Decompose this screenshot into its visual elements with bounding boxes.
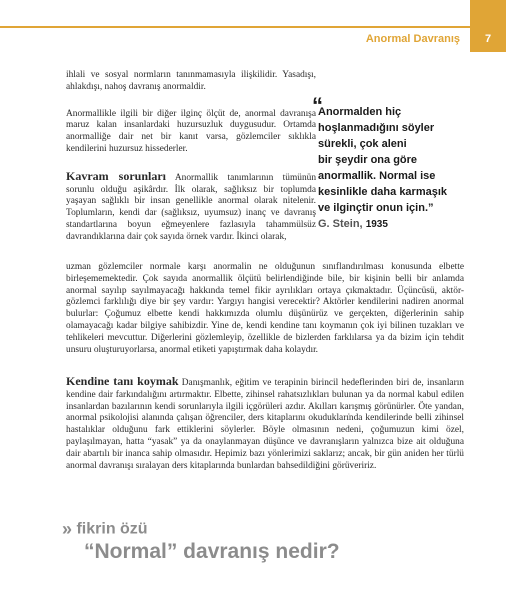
kavram-lead-text: Anormallik tanımlarının tümünün sorunlu olduğu aşikârdır. İlk olarak, sağlıksız bir toplumda yaşayan sağlıklı bir insan genellikle anormal olarak nitelenir. Toplumların, kendi dar (sağlıksız, uyumsuz) inanç ve davranış standartlarına boyun eğmeyenlere fazlasıyla tahammülsüz davrandıklarına dair çok sayıda örnek vardır. İkinci olarak, (66, 172, 317, 242)
intro-paragraph: ihlali ve sosyal normların tanınmamasıyla ilişkilidir. Yasadışı, ahlakdışı, nahoş davranış anormaldir. (66, 70, 316, 92)
close-quote-mark: ” (428, 202, 434, 214)
quote-author: G. Stein, (318, 218, 363, 230)
essence-label-row (62, 519, 148, 540)
kavram-heading: Kavram sorunları (66, 168, 167, 183)
quote-line: ve ilginçtir onun için. (318, 202, 429, 214)
tani-heading: Kendine tanı koymak (66, 374, 179, 388)
quote-line-last (318, 200, 468, 216)
intro-paragraph-2: Anormallikle ilgili bir diğer ilginç ölçüt de, anormal davranışa maruz kalan insanlardaki huzursuzluk duygusudur. Ortamda anormalliğe dair net bir kanıt varsa, gözlemciler sıklıkla kendilerini huzursuz hissederler. (66, 108, 316, 154)
open-quote-mark: “ (312, 93, 323, 118)
quote-line: kesinlikle daha karmaşık (318, 186, 448, 198)
tani-section (66, 376, 464, 472)
header-rule (0, 26, 470, 28)
kavram-continuation (66, 262, 464, 356)
kavram-rest-text: uzman gözlemciler normale karşı anormalin ne olduğunun sınıflandırılması konusunda elbette birleşememektedir. Çok sayıda anormallik ölçütü belirlendiğinde bile, bir kişinin belli bir anlamda anormal sayılıp sayılmayacağı hakkında temel fikir ayrılıkları ortaya çıkmaktadır. Üçüncüsü, aktör-gözlemci farklılığı diye bir şey vardır: Yargıyı hangisi verecektir? Aktörler kendilerini nadiren anormal bulurlar: Çoğumuz elbette kendi hakkımızda olumlu düşünürüz ve gerçekten, diğerlerinin sahip olamayacağı kadar bilgiye sahibizdir. Yine de, kendi kendine tanı koymanın çok iyi bilinen tuzakları ve tehlikeleri mevcuttur. Diğerlerini gözlemleyip, özellikle de bizlerden farklılarsa ya da bizim için tehdit unsuru oluşturuyorlarsa, anormal etiketi yapıştırmak daha kolaydır. (66, 262, 464, 355)
quote-attribution (318, 216, 468, 233)
intro-column (66, 70, 316, 244)
page-number: 7 (484, 33, 492, 45)
essence-question: “Normal” davranış nedir? (84, 540, 340, 563)
essence-label: fikrin özü (76, 520, 148, 538)
tani-text: Danışmanlık, eğitim ve terapinin birincil hedeflerinden biri de, insanların kendine dair farkındalığını artırmaktır. Elbette, zihinsel rahatsızlıkları bulunan ya da normal kabul edilen insanlardan bazılarının kendi sorunlarıyla ilgili içgörüleri azdır. Akılları karışmış görünürler. Öte yandan, anormal psikolojisi alanında çalışan öğrenciler, ders kitaplarını okudukları̇nda kendilerinde belli zihinsel hastalıklar olduğunu fark ettiklerini söylerler. Böyle olmasının nedeni, çoğumuzun kimi özel, paylaşılmayan, hatta “yasak” ya da onaylanmayan düşünce ve davranışların yalnızca bize ait olduğuna dair abartılı bir inanca sahip olmasıdır. Hepimiz bazı yönlerimizi saklarız; ancak, bir gün aniden her türlü anormal davranışı sıralayan ders kitaplarında bunlardan bahsedildiğini görüveririz. (66, 378, 464, 471)
quote-year: 1935 (365, 219, 388, 230)
quote-line: sürekli, çok aleni (318, 138, 407, 150)
double-chevron-icon: » (62, 519, 73, 539)
quote-line: Anormalden hiç (318, 106, 402, 118)
quote-line: bir şeydir ona göre (318, 154, 418, 166)
kavram-paragraph-lead (66, 168, 317, 244)
quote-line: anormallik. Normal ise (318, 170, 436, 182)
pull-quote (312, 93, 468, 233)
tani-paragraph (66, 376, 464, 472)
running-header-title: Anormal Davranış (365, 33, 460, 45)
quote-line: hoşlanmadığını söyler (318, 122, 435, 134)
